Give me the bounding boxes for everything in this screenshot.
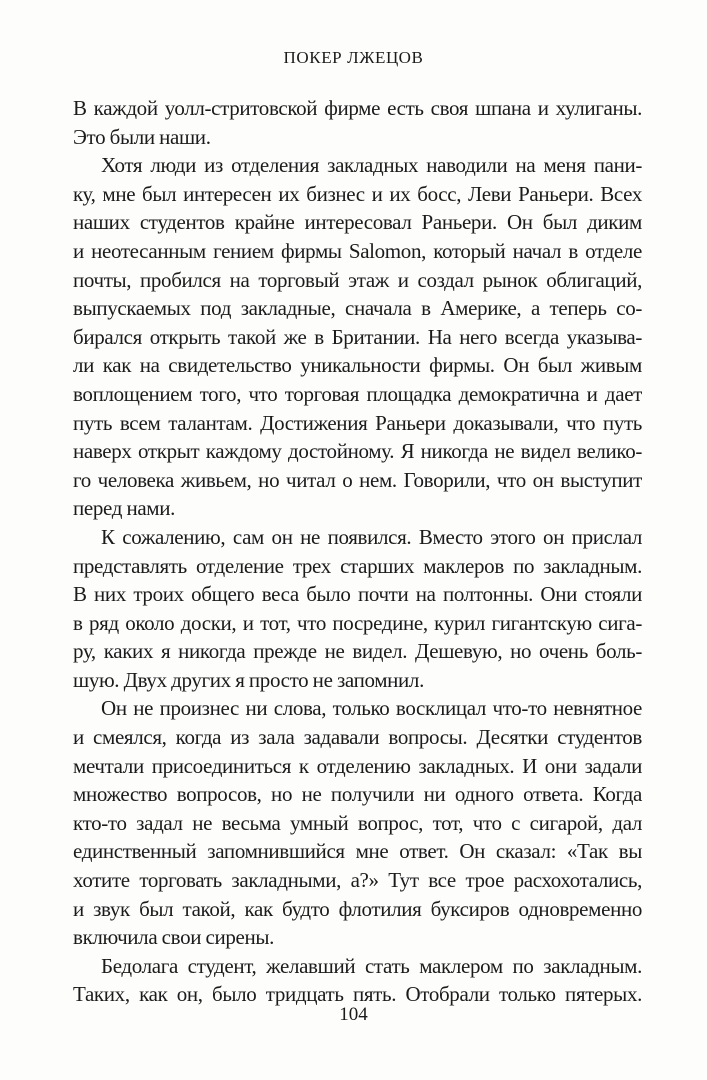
paragraph [73,94,642,151]
text-line: ру, каких я никогда прежде не видел. Дешевую, но очень боль- [73,639,642,664]
text-line: воплощением того, что торговая площадка демократична и дает [73,381,642,406]
text-line: го человека живьем, но читал о нем. Говорили, что он выступит [73,467,642,492]
text-line: выпускаемых под закладные, сначала в Америке, а теперь со- [73,296,642,321]
text-line: множество вопросов, но не получили ни одного ответа. Когда [73,782,642,807]
text-line: и неотесанным гением фирмы Salomon, который начал в отделе [73,238,642,263]
text-line: ли как на свидетельство уникальности фирмы. Он был живым [73,353,642,378]
text-line: перед нами. [73,496,176,521]
text-line: К сожалению, сам он не появился. Вместо этого он прислал [101,524,642,549]
text-line: и смеялся, когда из зала задавали вопросы. Десятки студентов [73,725,642,750]
text-line: Хотя люди из отделения закладных наводили на меня пани- [101,153,642,178]
text-line: Таких, как он, было тридцать пять. Отобрали только пятерых. [73,982,642,1007]
text-line: ку, мне был интересен их бизнес и их босс, Леви Раньери. Всех [73,181,642,206]
page-number: 104 [339,1004,368,1025]
paragraph [73,523,642,695]
text-line: и звук был такой, как будто флотилия буксиров одновременно [73,896,642,921]
text-line: Это были наши. [73,124,211,149]
body-text [73,94,642,1009]
text-line: путь всем талантам. Достижения Раньери доказывали, что путь [73,410,642,435]
text-line: мечтали присоединиться к отделению закладных. И они задали [73,753,642,778]
text-line: Он не произнес ни слова, только восклицал что-то невнятное [101,696,642,721]
text-line: включила свои сирены. [73,925,275,950]
text-line: В них троих общего веса было почти на полтонны. Они стояли [73,582,642,607]
running-head: ПОКЕР ЛЖЕЦОВ [283,48,424,67]
text-line: наверх открыт каждому достойному. Я никогда не видел велико- [73,439,642,464]
text-line: в ряд около доски, и тот, что посредине, курил гигантскую сига- [73,610,642,635]
text-line: наших студентов крайне интересовал Раньери. Он был диким [73,210,642,235]
paragraph [73,694,642,951]
text-line: почты, пробился на торговый этаж и создал рынок облигаций, [73,267,642,292]
text-line: представлять отделение трех старших маклеров по закладным. [73,553,642,578]
text-line: кто-то задал не весьма умный вопрос, тот, что с сигарой, дал [73,810,642,835]
text-line: В каждой уолл-стритовской фирме есть своя шпана и хулиганы. [73,96,642,120]
text-line: хотите торговать закладными, а?» Тут все трое расхохотались, [73,868,642,893]
text-line: единственный запомнившийся мне ответ. Он сказал: «Так вы [73,839,642,864]
text-line: Бедолага студент, желавший стать маклером по закладным. [101,953,642,978]
text-line: шую. Двух других я просто не запомнил. [73,667,424,692]
paragraph [73,952,642,1009]
paragraph [73,151,642,523]
text-line: бирался открыть такой же в Британии. На него всегда указыва- [73,324,642,349]
